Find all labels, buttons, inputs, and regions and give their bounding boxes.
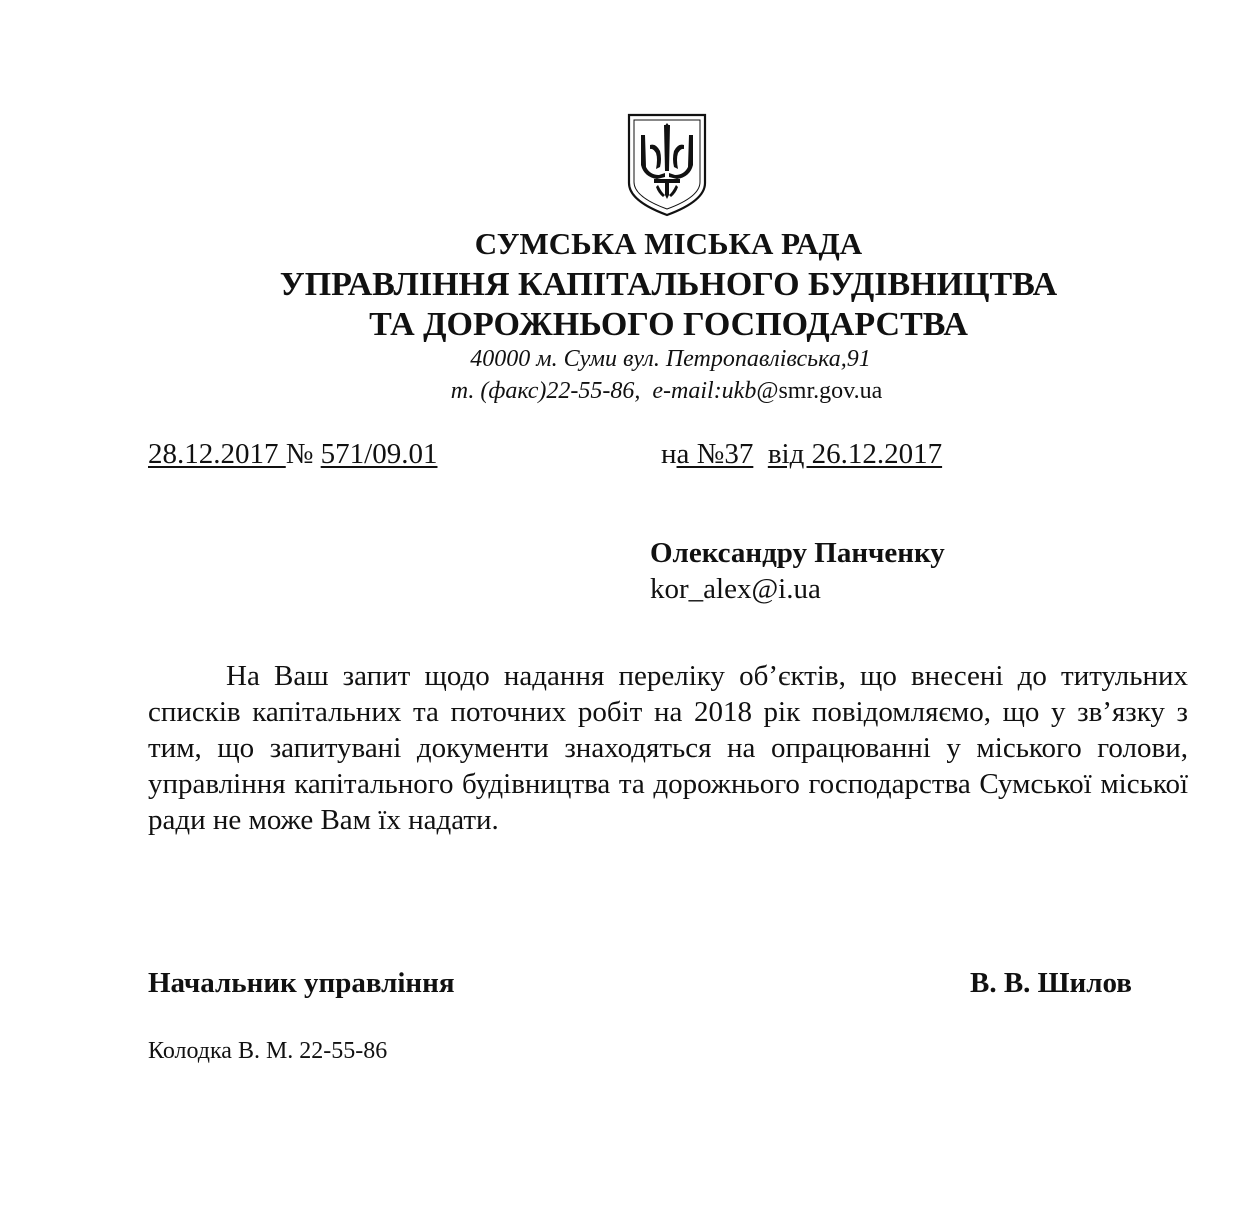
signatory-position: Начальник управління (148, 967, 455, 999)
phone: т. (факс)22-55-86, (450, 378, 641, 404)
reply-date: від 26.12.2017 (767, 438, 943, 470)
reply-prefix: н (661, 438, 677, 470)
signatory-name: В. В. Шилов (970, 967, 1132, 999)
executor-line: Колодка В. М. 22-55-86 (148, 1038, 388, 1064)
addressee-name: Олександру Панченку (650, 537, 945, 569)
department-name-line1: УПРАВЛІННЯ КАПІТАЛЬНОГО БУДІВНИЦТВА (279, 266, 1058, 303)
email-domain: @smr.gov.ua (756, 378, 883, 404)
department-name-line2: ТА ДОРОЖНЬОГО ГОСПОДАРСТВА (369, 306, 968, 343)
outgoing-date: 28.12.2017 (148, 438, 286, 470)
incoming-reference (661, 438, 942, 471)
letter-body: На Ваш запит щодо надання переліку об’єктів, що внесені до титульних списків капітальних та поточних робіт на 2018 рік повідомляємо, що у зв’язку з тим, що запитувані документи знаходяться на опрацюванні у міського голови, управління капітального будівництва та дорожнього господарства Сумської міської ради не може Вам їх надати. (148, 660, 1188, 836)
outgoing-number: 571/09.01 (320, 438, 438, 470)
contacts (38, 378, 1257, 405)
address: 40000 м. Суми вул. Петропавлівська,91 (470, 346, 871, 372)
number-sign: № (285, 438, 314, 470)
coat-of-arms-icon (626, 113, 708, 217)
outgoing-reference (148, 438, 437, 471)
email-prefix: e-mail:ukb (652, 378, 757, 404)
addressee-email: kor_alex@i.ua (650, 573, 821, 605)
council-name: СУМСЬКА МІСЬКА РАДА (474, 226, 863, 261)
reply-number: а №37 (676, 438, 754, 470)
